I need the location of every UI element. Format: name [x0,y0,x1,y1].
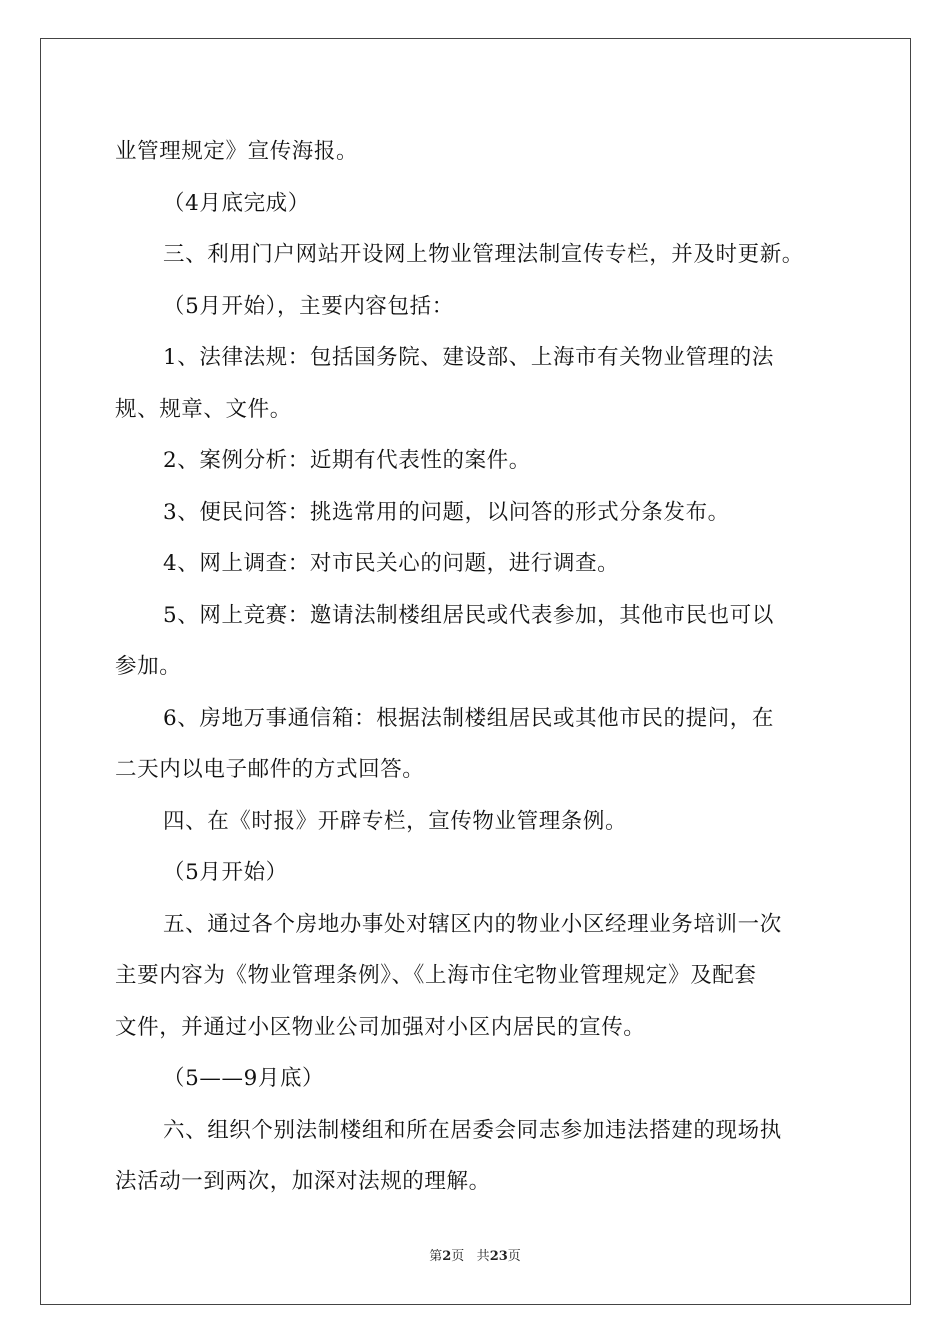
total-pages: 23 [489,1249,508,1264]
text-line: 二天内以电子邮件的方式回答。 [115,757,425,782]
text-line: 主要内容为《物业管理条例》、《上海市住宅物业管理规定》及配套 [115,963,757,988]
text-line: 法活动一到两次，加深对法规的理解。 [115,1169,491,1194]
document-body [115,126,845,1208]
text-line: 2、案例分析：近期有代表性的案件。 [163,448,531,473]
text-line: 3、便民问答：挑选常用的问题，以问答的形式分条发布。 [163,499,730,525]
text-line: 业管理规定》宣传海报。 [115,139,359,164]
text-line: 5、网上竞赛：邀请法制楼组居民或代表参加，其他市民也可以 [163,602,774,628]
text-line: （5月开始），主要内容包括： [163,293,454,319]
page-footer [0,1245,950,1264]
page-prefix: 第 [429,1249,443,1264]
page-suffix: 页 [451,1249,465,1264]
text-line: （5——9月底） [163,1066,325,1091]
text-line: 6、房地万事通信箱：根据法制楼组居民或其他市民的提问，在 [163,705,774,731]
text-line: 文件，并通过小区物业公司加强对小区内居民的宣传。 [115,1014,646,1040]
text-line: （4月底完成） [163,190,310,216]
total-prefix: 共 [476,1249,490,1264]
text-line: 1、法律法规：包括国务院、建设部、上海市有关物业管理的法 [163,345,774,370]
text-line: （5月开始） [163,860,288,885]
text-line: 参加。 [115,654,182,679]
text-line: 六、组织个别法制楼组和所在居委会同志参加违法搭建的现场执 [163,1117,782,1143]
text-line: 规、规章、文件。 [115,396,292,422]
total-suffix: 页 [507,1249,521,1264]
text-line: 四、在《时报》开辟专栏，宣传物业管理条例。 [163,808,628,834]
text-line: 4、网上调查：对市民关心的问题，进行调查。 [163,551,620,576]
text-line: 五、通过各个房地办事处对辖区内的物业小区经理业务培训一次 [163,911,782,937]
page-number: 2 [442,1249,452,1264]
text-line: 三、利用门户网站开设网上物业管理法制宣传专栏，并及时更新。 [163,242,804,267]
